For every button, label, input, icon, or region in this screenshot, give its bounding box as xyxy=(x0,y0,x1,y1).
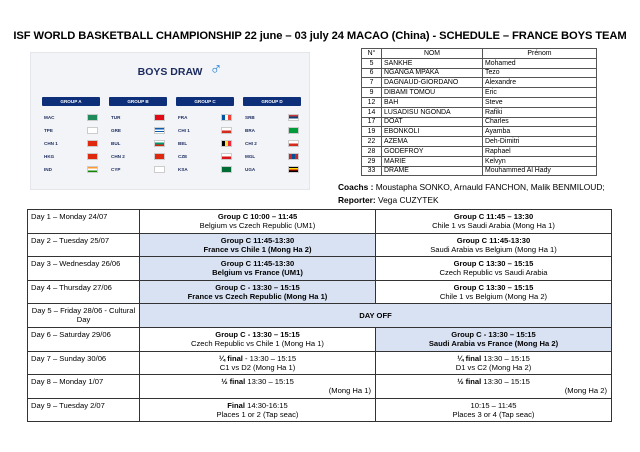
team-entry: FRA xyxy=(176,112,234,122)
france-match-slot: Group C 11:45-13:30 France vs Chile 1 (Mong Ha 2) xyxy=(140,233,376,257)
team-entry: IND xyxy=(42,164,100,174)
match-slot: ¼ final - 13:30 – 15:15 C1 vs D2 (Mong Ha 1) xyxy=(140,351,376,375)
team-entry: CYP xyxy=(109,164,167,174)
schedule-row-day-2 xyxy=(28,233,612,257)
match-slot: Group C 11:45-13:30 Saudi Arabia vs Belgium (Mong Ha 1) xyxy=(376,233,612,257)
table-row: 6 NGANGA MPAKA Tezo xyxy=(362,68,597,78)
team-entry: BUL xyxy=(109,138,167,148)
match-slot: Group C 13:30 – 15:15 Czech Republic vs Saudi Arabia xyxy=(376,257,612,281)
day-label: Day 5 – Friday 28/06 - Cultural Day xyxy=(28,304,140,328)
team-entry: CHI 1 xyxy=(176,125,234,135)
header-number: N° xyxy=(362,49,382,59)
team-entry: BRA xyxy=(243,125,301,135)
uganda-flag-icon xyxy=(288,166,299,173)
roster-table xyxy=(361,48,597,176)
schedule-row-day-3 xyxy=(28,257,612,281)
match-slot: ½ final 13:30 – 15:15 (Mong Ha 2) xyxy=(376,375,612,399)
team-entry: CZE xyxy=(176,151,234,161)
day-label: Day 9 – Tuesday 2/07 xyxy=(28,398,140,422)
boys-draw-graphic xyxy=(30,52,310,190)
france-match-slot: Group C - 13:30 – 15:15 France vs Czech Republic (Mong Ha 1) xyxy=(140,280,376,304)
serbia-flag-icon xyxy=(288,114,299,121)
day-off-label: DAY OFF xyxy=(140,304,612,328)
chile-flag-icon xyxy=(221,127,232,134)
team-entry: TUR xyxy=(109,112,167,122)
group-label: GROUP D xyxy=(243,97,301,106)
team-entry: CHN 2 xyxy=(109,151,167,161)
table-row: 17 DOAT Charles xyxy=(362,117,597,127)
china-flag-icon xyxy=(154,153,165,160)
match-slot: Group C - 13:30 – 15:15 Czech Republic vs Chile 1 (Mong Ha 1) xyxy=(140,327,376,351)
group-c xyxy=(176,97,234,177)
match-slot: 10:15 – 11:45 Places 3 or 4 (Tap seac) xyxy=(376,398,612,422)
group-b xyxy=(109,97,167,177)
coaches-line: Coachs : Moustapha SONKO, Arnauld FANCHON, Malik BENMILOUD; xyxy=(338,182,605,192)
group-label: GROUP A xyxy=(42,97,100,106)
turkey-flag-icon xyxy=(154,114,165,121)
schedule-row-day-8 xyxy=(28,375,612,399)
mongolia-flag-icon xyxy=(288,153,299,160)
brazil-flag-icon xyxy=(288,127,299,134)
chile-flag-icon xyxy=(288,140,299,147)
header-first-name: Prénom xyxy=(483,49,597,59)
schedule-row-day-5 xyxy=(28,304,612,328)
staff-info xyxy=(338,181,605,206)
schedule-row-day-7 xyxy=(28,351,612,375)
match-slot: Group C 13:30 – 15:15 Chile 1 vs Belgium (Mong Ha 2) xyxy=(376,280,612,304)
belgium-flag-icon xyxy=(221,140,232,147)
table-row: 29 MARIE Kelvyn xyxy=(362,156,597,166)
france-flag-icon xyxy=(221,114,232,121)
day-label: Day 2 – Tuesday 25/07 xyxy=(28,233,140,257)
schedule-row-day-6 xyxy=(28,327,612,351)
greece-flag-icon xyxy=(154,127,165,134)
hong-kong-flag-icon xyxy=(87,153,98,160)
day-label: Day 7 – Sunday 30/06 xyxy=(28,351,140,375)
match-slot: Group C 10:00 – 11:45 Belgium vs Czech Republic (UM1) xyxy=(140,210,376,234)
czech-flag-icon xyxy=(221,153,232,160)
match-slot: ½ final 13:30 – 15:15 (Mong Ha 1) xyxy=(140,375,376,399)
table-row: 12 BAH Steve xyxy=(362,97,597,107)
header-last-name: NOM xyxy=(382,49,483,59)
group-label: GROUP B xyxy=(109,97,167,106)
day-label: Day 8 – Monday 1/07 xyxy=(28,375,140,399)
bulgaria-flag-icon xyxy=(154,140,165,147)
table-row: 9 DIBAMI TOMOU Eric xyxy=(362,88,597,98)
team-entry: BEL xyxy=(176,138,234,148)
team-entry: CHI 2 xyxy=(243,138,301,148)
match-slot: Final 14:30-16:15 Places 1 or 2 (Tap seac) xyxy=(140,398,376,422)
group-d xyxy=(243,97,301,177)
team-entry: SRB xyxy=(243,112,301,122)
schedule-row-day-4 xyxy=(28,280,612,304)
match-slot: Group C 11:45 – 13:30 Chile 1 vs Saudi Arabia (Mong Ha 1) xyxy=(376,210,612,234)
macau-flag-icon xyxy=(87,114,98,121)
table-row: 33 DRAME Mouhammed Al Hady xyxy=(362,166,597,176)
india-flag-icon xyxy=(87,166,98,173)
day-label: Day 1 – Monday 24/07 xyxy=(28,210,140,234)
taipei-flag-icon xyxy=(87,127,98,134)
day-label: Day 4 – Thursday 27/06 xyxy=(28,280,140,304)
roster-header-row xyxy=(362,49,597,59)
france-match-slot: Group C - 13:30 – 15:15 Saudi Arabia vs France (Mong Ha 2) xyxy=(376,327,612,351)
france-match-slot: Group C 11:45-13:30 Belgium vs France (UM1) xyxy=(140,257,376,281)
table-row: 5 SANKHE Mohamed xyxy=(362,58,597,68)
team-entry: HKG xyxy=(42,151,100,161)
day-label: Day 6 – Saturday 29/06 xyxy=(28,327,140,351)
team-entry: UGA xyxy=(243,164,301,174)
male-symbol-icon: ♂ xyxy=(209,59,223,78)
cyprus-flag-icon xyxy=(154,166,165,173)
schedule-table xyxy=(27,209,612,422)
team-entry: CHN 1 xyxy=(42,138,100,148)
schedule-row-day-1 xyxy=(28,210,612,234)
group-label: GROUP C xyxy=(176,97,234,106)
team-entry: TPE xyxy=(42,125,100,135)
table-row: 28 GODEFROY Raphael xyxy=(362,146,597,156)
team-entry: KSA xyxy=(176,164,234,174)
draw-title: BOYS DRAW xyxy=(137,66,203,78)
table-row: 14 LUSADISU NGONDA Rafiki xyxy=(362,107,597,117)
schedule-row-day-9 xyxy=(28,398,612,422)
group-a xyxy=(42,97,100,177)
day-label: Day 3 – Wednesday 26/06 xyxy=(28,257,140,281)
match-slot: ¼ final 13:30 – 15:15 D1 vs C2 (Mong Ha 2) xyxy=(376,351,612,375)
china-flag-icon xyxy=(87,140,98,147)
team-entry: MAC xyxy=(42,112,100,122)
team-entry: GRE xyxy=(109,125,167,135)
table-row: 7 DAGNAUD-GIORDANO Alexandre xyxy=(362,78,597,88)
reporter-line: Reporter: Vega CUZYTEK xyxy=(338,194,439,205)
page-title: ISF WORLD BASKETBALL CHAMPIONSHIP 22 june – 03 july 24 MACAO (China) - SCHEDULE – FRANCE BOYS TEAM xyxy=(13,30,627,42)
team-entry: MGL xyxy=(243,151,301,161)
table-row: 19 EBONKOLI Ayamba xyxy=(362,127,597,137)
table-row: 22 AZEMA Deh-Dimitri xyxy=(362,137,597,147)
saudi-arabia-flag-icon xyxy=(221,166,232,173)
